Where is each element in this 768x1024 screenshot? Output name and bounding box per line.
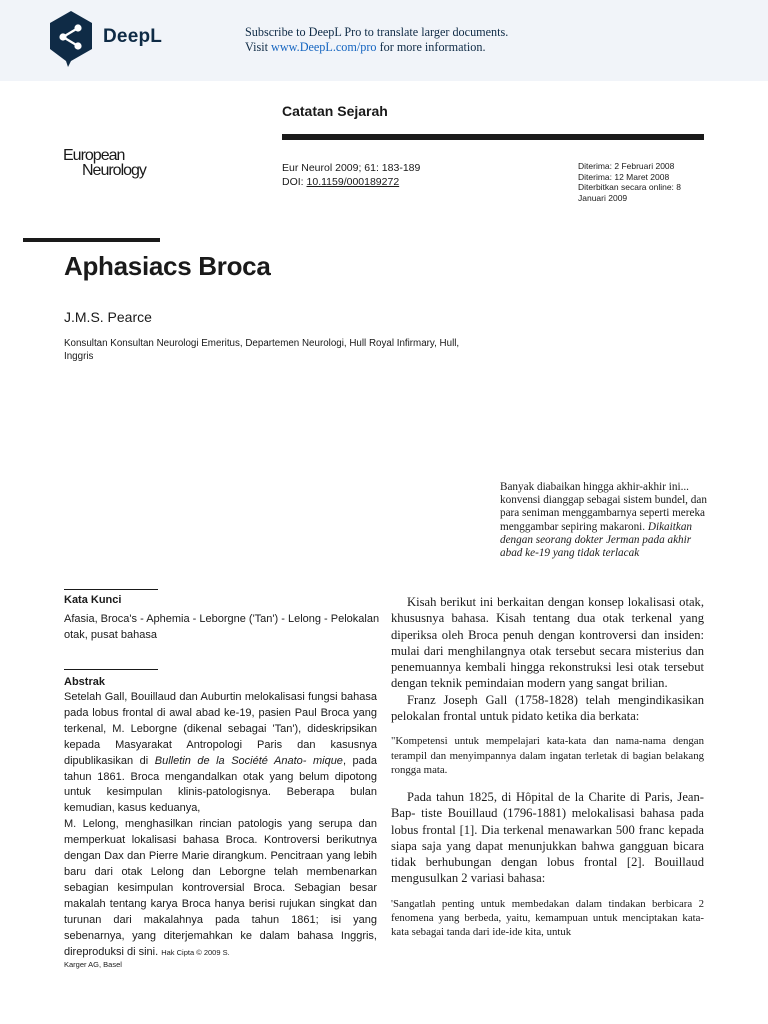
citation-block [282,161,420,189]
journal-logo [63,148,163,178]
abstract-text-part-1: Setelah Gall, Bouillaud dan Auburtin melokalisasi fungsi bahasa pada lobus frontal di awal abad ke-19, pasien Paul Broca yang terkenal, M. Leborgne (dikenal sebagai 'Tan'), dideskripsikan kepada Masyarakat Antropologi Paris dan kasusnya dipublikasikan di [64,691,377,767]
epigraph [500,481,710,560]
dates-block [578,161,708,203]
author-name: J.M.S. Pearce [64,309,152,325]
body-paragraph-3: Pada tahun 1825, di Hôpital de la Charite di Paris, Jean-Bap- tiste Bouillaud (1796-1881) melokalisasi bahasa pada lobus frontal [1]. Dia terkenal menawarkan 500 franc kepada siapa saja yang dapat menunjukkan bahwa gangguan bicara tidak berhubungan dengan lobus frontal [2]. Bouillaud mengusulkan 2 variasi bahasa: [391,789,704,886]
abstract-journal-name: Bulletin de la Société Anato- mique [154,754,343,767]
keywords-heading: Kata Kunci [64,594,122,606]
abstract-text [64,690,377,970]
abstract-paragraph-2 [64,817,377,960]
published-date: Diterbitkan secara online: 8 Januari 2009 [578,182,682,203]
banner-info-text: for more information. [376,40,486,54]
received-date: Diterima: 2 Februari 2008 [578,161,675,171]
bouillaud-quote: 'Sangatlah penting untuk membedakan dalam tindakan berbicara 2 fenomena yang berbeda, yaitu, kemampuan untuk menciptakan kata-kata sebagai tanda dari ide-ide kita, untuk [391,897,704,939]
body-paragraph-1: Kisah berikut ini berkaitan dengan konsep lokalisasi otak, khususnya bahasa. Kisah tentang dua otak terkenal yang diperiksa oleh Broca penuh dengan kontroversi dan insiden: mulai dari menghilangnya otak tersebut secara misterius dan penemuannya kembali hingga rekonstruksi lesi otak tersebut dengan teknik pemindaian modern yang sangat brilian. [391,595,704,691]
banner-line-1: Subscribe to DeepL Pro to translate larger documents. [245,25,509,39]
keywords-rule [64,589,158,590]
banner-line-2 [245,40,508,55]
keywords-text: Afasia, Broca's - Aphemia - Leborgne ('Tan') - Lelong - Pelokalan otak, pusat bahasa [64,613,380,641]
epigraph-attribution: Dikaitkan dengan seorang dokter Jerman pada akhir abad ke-19 yang tidak terlacak [500,520,693,560]
abstract-text-part-2: , pada tahun 1861. Broca mengandalkan otak yang belum dipotong untuk kesimpulan klinis-patologisnya. Beberapa bulan kemudian, kasus keduanya, [64,754,377,815]
accepted-date: Diterima: 12 Maret 2008 [578,171,670,182]
author-affiliation: Konsultan Konsultan Neurologi Emeritus, Departemen Neurologi, Hull Royal Infirmary, Hull, Inggris [64,338,460,362]
epigraph-text: Banyak diabaikan hingga akhir-akhir ini... konvensi dianggap sebagai sistem bundel, dan para seniman menggambarnya seperti mereka menggambar sepiring makaroni. [500,481,707,533]
section-title: Catatan Sejarah [282,103,388,119]
article-title: Aphasiacs Broca [64,251,271,281]
title-rule [23,238,160,242]
doi-line [282,175,420,189]
abstract-rule [64,669,158,670]
abstract-paragraph-1 [64,690,377,817]
deepl-banner [0,0,768,81]
banner-visit-text: Visit [245,40,272,54]
banner-message [245,25,508,55]
copyright-line-2: Karger AG, Basel [64,960,122,970]
journal-logo-line-1: European [63,147,125,164]
deepl-pro-link[interactable]: www.DeepL.com/pro [271,40,377,54]
gall-quote: "Kompetensi untuk mempelajari kata-kata dan nama-nama dengan terampil dan menyimpannya dalam ingatan terletak di bagian belakang rongga mata. [391,735,704,776]
journal-logo-line-2: Neurology [82,162,146,179]
article-body [391,594,704,939]
abstract-heading: Abstrak [64,676,105,688]
doi-link[interactable]: 10.1159/000189272 [306,176,400,188]
citation: Eur Neurol 2009; 61: 183-189 [282,162,421,174]
header-rule [282,134,704,140]
deepl-brand-name[interactable]: DeepL [103,26,163,47]
deepl-logo-icon[interactable] [46,9,96,69]
copyright-line-1: Hak Cipta © 2009 S. [161,947,230,957]
doi-label: DOI: [282,176,307,188]
abstract-text-part-3: M. Lelong, menghasilkan rincian patologis yang serupa dan memperkuat lokalisasi bahasa Broca. Kontroversi berikutnya dengan Dax dan Pierre Marie dirangkum. Pencitraan yang lebih baru dari otak Lelong dan Leborgne telah membenarkan sebagian kesimpulan kontroversial Broca. Sebagian besar makalah tentang karya Broca hanya berisi rujukan singkat dan turunan dari makalahnya pada tahun 1861; isi yang sebenarnya, yang diterjemahkan ke dalam bahasa Inggris, direproduksi di sini. [64,818,377,958]
body-paragraph-2: Franz Joseph Gall (1758-1828) telah mengindikasikan pelokalan frontal untuk pidato ketika dia berkata: [391,692,704,724]
